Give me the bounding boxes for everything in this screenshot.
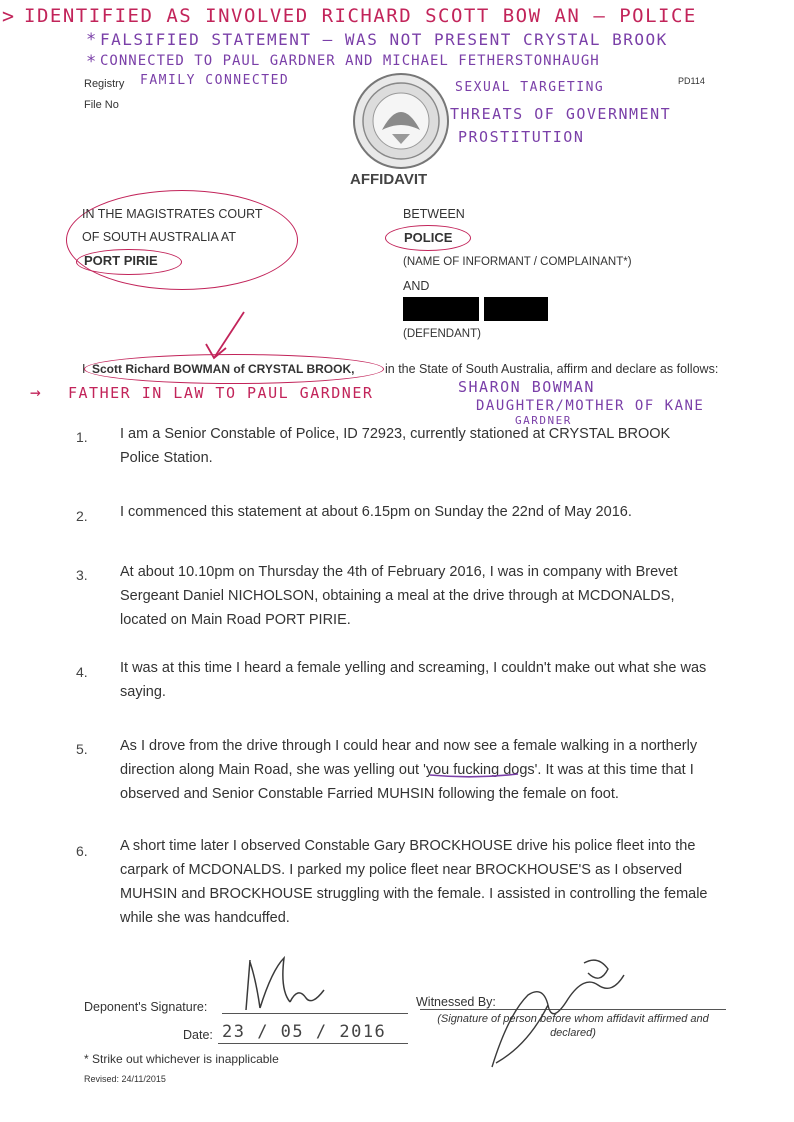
informant-name: POLICE xyxy=(404,230,453,245)
informant-label: (NAME OF INFORMANT / COMPLAINANT*) xyxy=(403,256,632,268)
witnessed-by-label: Witnessed By: xyxy=(416,995,496,1009)
annotation-prostitution: PROSTITUTION xyxy=(458,128,585,146)
paragraph-text: At about 10.10pm on Thursday the 4th of February 2016, I was in company with Brevet Sergeant Daniel NICHOLSON, obtaining a meal at the drive through at MCDONALDS, located on Main Road PORT PIRIE. xyxy=(120,564,678,628)
paragraph-number: 1. xyxy=(76,429,88,445)
date-label: Date: xyxy=(183,1028,213,1042)
annotation-line-1: IDENTIFIED AS INVOLVED RICHARD SCOTT BOW AN – POLICE xyxy=(24,5,697,27)
strike-note: * Strike out whichever is inapplicable xyxy=(84,1052,279,1066)
paragraph-text: It was at this time I heard a female yelling and screaming, I couldn't make out what she was saying. xyxy=(120,660,707,700)
declaration-suffix: in the State of South Australia, affirm and declare as follows: xyxy=(385,362,719,376)
paragraph-text: A short time later I observed Constable Gary BROCKHOUSE drive his police fleet into the carpark of MCDONALDS. I parked my police fleet near BROCKHOUSE'S as I observed MUHSIN and BROCKHOUSE struggling with the female. I assisted in controlling the female while she was handcuffed. xyxy=(120,838,708,926)
annotation-line-3: CONNECTED TO PAUL GARDNER AND MICHAEL FETHERSTONHAUGH xyxy=(100,53,600,69)
paragraph-text: As I drove from the drive through I could hear and now see a female walking in a northerly direction along Main Road, she was yelling out 'you fucking dogs'. It was at this time that I observed and Senior Constable Farried MUHSIN following the female on foot. xyxy=(120,738,698,802)
court-line-2: OF SOUTH AUSTRALIA AT xyxy=(82,230,236,244)
revised-date: Revised: 24/11/2015 xyxy=(84,1074,166,1084)
paragraph-number: 4. xyxy=(76,664,88,680)
paragraph-number: 5. xyxy=(76,741,88,757)
paragraph-number: 2. xyxy=(76,508,88,524)
annotation-sharon-bowman: SHARON BOWMAN xyxy=(458,378,595,396)
registry-label: Registry xyxy=(84,78,125,90)
defendant-label: (DEFENDANT) xyxy=(403,328,481,340)
paragraph-text: I am a Senior Constable of Police, ID 72923, currently stationed at CRYSTAL BROOK Police Station. xyxy=(120,426,671,466)
witness-note: (Signature of person before whom affidavit affirmed and declared) xyxy=(437,1013,709,1039)
annotation-line-2: FALSIFIED STATEMENT – WAS NOT PRESENT CRYSTAL BROOK xyxy=(100,30,668,49)
annotation-yelling-underline xyxy=(428,771,520,779)
annotation-daughter: DAUGHTER/MOTHER OF KANE xyxy=(476,398,705,414)
annotation-father-in-law: FATHER IN LAW TO PAUL GARDNER xyxy=(68,384,374,402)
between-label: BETWEEN xyxy=(403,207,465,221)
declaration-name: Scott Richard BOWMAN of CRYSTAL BROOK, xyxy=(92,362,355,376)
annotation-threats: THREATS OF GOVERNMENT xyxy=(450,105,672,123)
annotation-arrow-father: → xyxy=(30,382,43,403)
deponent-signature-label: Deponent's Signature: xyxy=(84,1000,208,1014)
paragraph-number: 3. xyxy=(76,567,88,583)
and-label: AND xyxy=(403,279,430,293)
annotation-gardner: GARDNER xyxy=(515,414,572,427)
page-title: AFFIDAVIT xyxy=(350,171,428,188)
annotation-asterisk-2: * xyxy=(86,52,98,72)
court-location: PORT PIRIE xyxy=(84,253,158,268)
form-code: PD114 xyxy=(678,76,705,86)
annotation-sexual-targeting: SEXUAL TARGETING xyxy=(455,80,605,95)
annotation-asterisk-1: * xyxy=(86,30,98,50)
police-seal xyxy=(352,72,450,170)
annotation-family-connected: FAMILY CONNECTED xyxy=(140,73,290,88)
file-no-label: File No xyxy=(84,99,119,111)
defendant-redaction-2 xyxy=(484,297,548,321)
paragraph-number: 6. xyxy=(76,843,88,859)
date-value: 23 / 05 / 2016 xyxy=(222,1022,387,1042)
annotation-arrow-top: > xyxy=(2,4,16,28)
defendant-redaction-1 xyxy=(403,297,479,321)
court-line-1: IN THE MAGISTRATES COURT xyxy=(82,207,263,221)
date-line xyxy=(218,1043,408,1044)
declaration-prefix: I xyxy=(82,362,86,376)
deponent-signature xyxy=(232,950,342,1020)
paragraph-text: I commenced this statement at about 6.15pm on Sunday the 22nd of May 2016. xyxy=(120,504,632,520)
